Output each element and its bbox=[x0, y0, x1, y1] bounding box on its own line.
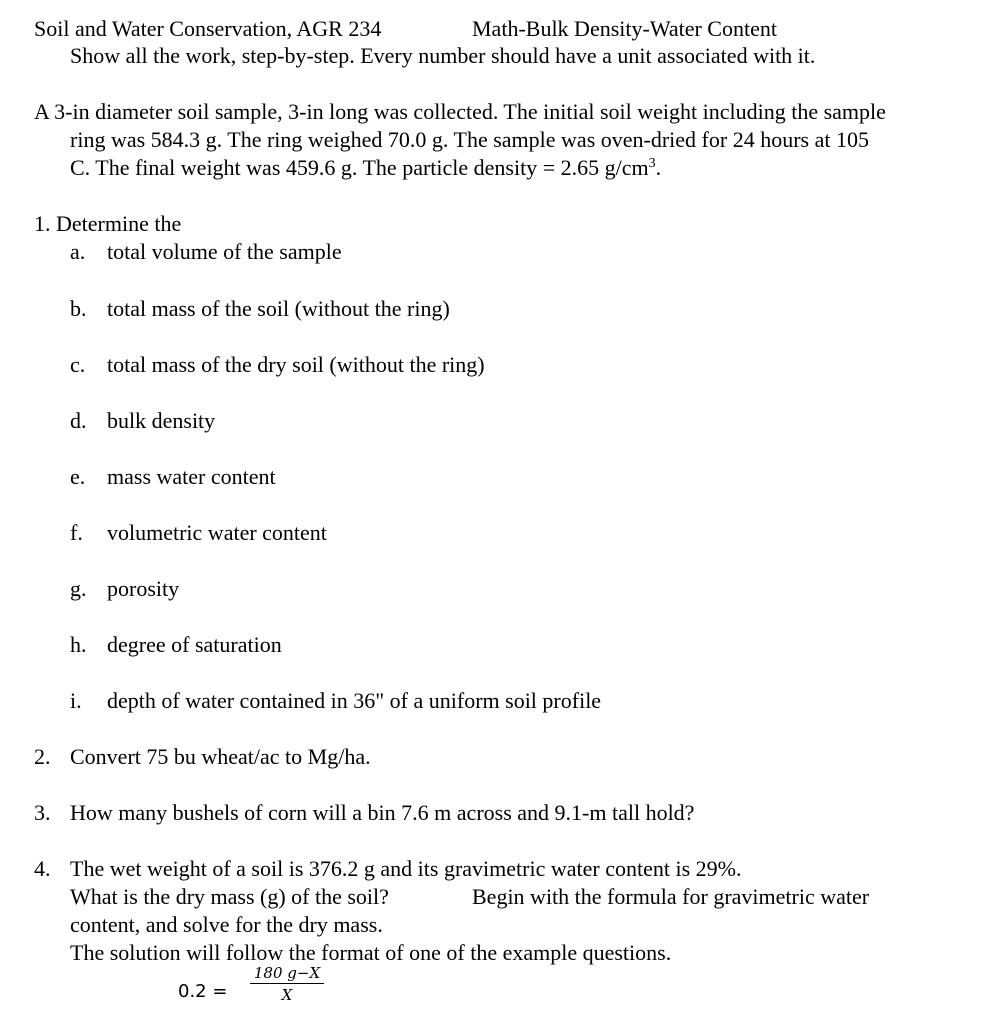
q1-item-letter: h. bbox=[70, 632, 87, 657]
q1-item-text: volumetric water content bbox=[107, 520, 327, 545]
q4-line-3: content, and solve for the dry mass. bbox=[70, 912, 383, 937]
q1-item-text: porosity bbox=[107, 576, 180, 601]
problem-line-3-text: C. The final weight was 459.6 g. The particle density = 2.65 g/cm bbox=[70, 155, 649, 180]
q1-item-letter: e. bbox=[70, 464, 86, 489]
course-title: Soil and Water Conservation, AGR 234 bbox=[34, 16, 382, 41]
q1-item-letter: b. bbox=[70, 296, 87, 321]
q1-item-text: total volume of the sample bbox=[107, 239, 342, 264]
q1-item-text: bulk density bbox=[107, 408, 216, 433]
q4-number: 4. bbox=[34, 856, 51, 881]
problem-line-1: A 3-in diameter soil sample, 3-in long was collected. The initial soil weight including the sample bbox=[34, 99, 886, 124]
q1-item-letter: g. bbox=[70, 576, 87, 601]
q1-item-text: total mass of the dry soil (without the ring) bbox=[107, 352, 485, 377]
q1-item bbox=[70, 462, 85, 491]
q1-item bbox=[70, 294, 87, 323]
cubed-superscript: 3 bbox=[648, 156, 656, 171]
q1-item-text: total mass of the soil (without the ring) bbox=[107, 296, 450, 321]
problem-line-3-end: . bbox=[655, 155, 662, 180]
q1-item bbox=[70, 406, 87, 435]
q1-heading bbox=[34, 209, 181, 238]
q4-line-1: The wet weight of a soil is 376.2 g and its gravimetric water content is 29%. bbox=[70, 856, 742, 881]
problem-line-2: ring was 584.3 g. The ring weighed 70.0 g. The sample was oven-dried for 24 hours at 105 bbox=[70, 127, 869, 152]
equation-lhs: 0.2 = bbox=[178, 981, 228, 1002]
problem-line-3 bbox=[70, 153, 661, 182]
q1-item-text: degree of saturation bbox=[107, 632, 282, 657]
q1-item-text: mass water content bbox=[107, 464, 276, 489]
q2-number: 2. bbox=[34, 744, 51, 769]
q1-item bbox=[70, 574, 87, 603]
q1-item bbox=[70, 237, 85, 266]
q1-item-letter: f. bbox=[70, 520, 83, 545]
q1-item bbox=[70, 350, 85, 379]
q4-line-2b: Begin with the formula for gravimetric water bbox=[472, 884, 870, 909]
equation-fraction bbox=[250, 964, 324, 1004]
q1-item-letter: i. bbox=[70, 688, 82, 713]
q1-item-letter: d. bbox=[70, 408, 87, 433]
q2-text: Convert 75 bu wheat/ac to Mg/ha. bbox=[70, 744, 371, 769]
q3-text: How many bushels of corn will a bin 7.6 m across and 9.1-m tall hold? bbox=[70, 800, 695, 825]
q1-number: 1. bbox=[34, 211, 51, 236]
q1-item-letter: a. bbox=[70, 239, 86, 264]
q1-item-letter: c. bbox=[70, 352, 86, 377]
topic-title: Math-Bulk Density-Water Content bbox=[472, 16, 777, 41]
q1-item bbox=[70, 518, 83, 547]
equation-denominator: X bbox=[281, 986, 293, 1004]
q3-number: 3. bbox=[34, 800, 51, 825]
q1-stem: Determine the bbox=[56, 211, 182, 236]
q1-item bbox=[70, 630, 87, 659]
q4-line-2a: What is the dry mass (g) of the soil? bbox=[70, 884, 389, 909]
q1-item bbox=[70, 686, 82, 715]
q4-line-4: The solution will follow the format of one of the example questions. bbox=[70, 940, 672, 965]
equation-numerator: 180 g−X bbox=[250, 964, 324, 984]
q1-item-text: depth of water contained in 36" of a uniform soil profile bbox=[107, 688, 602, 713]
instructions: Show all the work, step-by-step. Every number should have a unit associated with it. bbox=[70, 43, 816, 68]
